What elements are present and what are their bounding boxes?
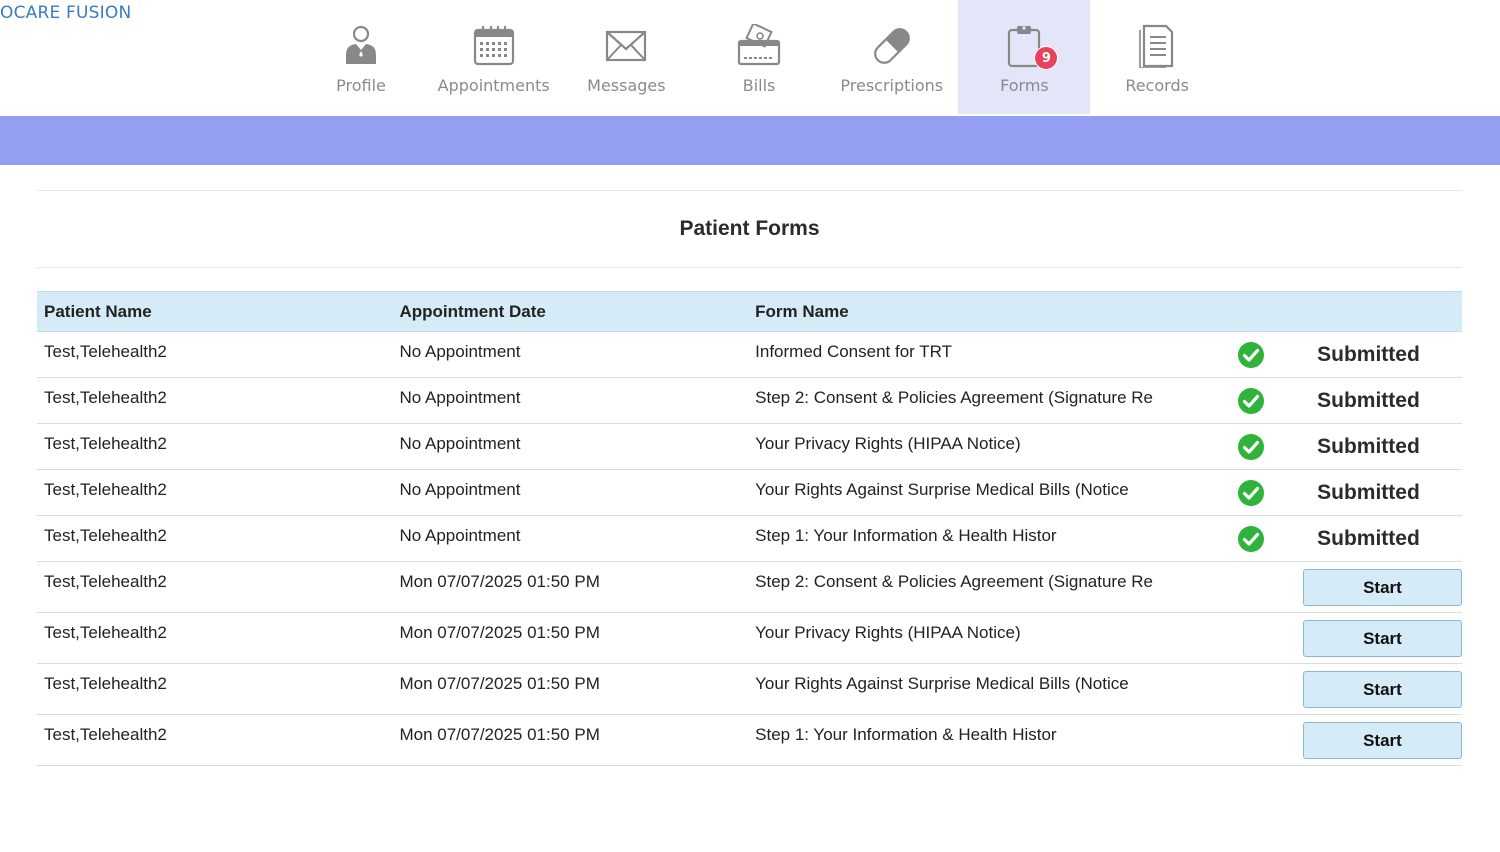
empty-cell xyxy=(1218,562,1268,613)
check-cell xyxy=(1218,516,1268,562)
form-name: Step 2: Consent & Policies Agreement (Signature Re xyxy=(755,388,1153,407)
action-cell xyxy=(1268,715,1462,766)
table-row xyxy=(37,715,1462,766)
table-header-row xyxy=(37,292,1462,332)
document-icon xyxy=(1134,24,1180,68)
appointment-date-cell xyxy=(392,715,748,766)
status-cell xyxy=(1268,470,1462,516)
action-cell xyxy=(1268,664,1462,715)
header-status-icon xyxy=(1218,292,1268,332)
patient-name: Test,Telehealth2 xyxy=(44,388,167,407)
page-title: Patient Forms xyxy=(679,217,820,240)
status-submitted: Submitted xyxy=(1317,389,1420,412)
nav-label-profile: Profile xyxy=(336,76,386,95)
brand-logo-text[interactable]: OCARE FUSION xyxy=(0,3,132,23)
nav-label-records: Records xyxy=(1125,76,1189,95)
patient-name: Test,Telehealth2 xyxy=(44,480,167,499)
nav-label-forms: Forms xyxy=(1000,76,1049,95)
patient-name: Test,Telehealth2 xyxy=(44,674,167,693)
form-name: Informed Consent for TRT xyxy=(755,342,952,361)
appointment-date-cell xyxy=(392,664,748,715)
status-cell xyxy=(1268,516,1462,562)
appointment-date-cell xyxy=(392,613,748,664)
appointment-date: No Appointment xyxy=(399,526,521,545)
check-cell xyxy=(1218,332,1268,378)
calendar-icon xyxy=(471,24,517,68)
patient-name-cell xyxy=(37,470,392,516)
form-name: Step 1: Your Information & Health Histor xyxy=(755,526,1057,545)
status-cell xyxy=(1268,378,1462,424)
nav-item-appointments[interactable] xyxy=(428,0,560,114)
appointment-date-cell xyxy=(392,470,748,516)
patient-name-cell xyxy=(37,378,392,424)
appointment-date: No Appointment xyxy=(399,342,521,361)
envelope-icon xyxy=(603,24,649,68)
form-name-cell xyxy=(748,424,1218,470)
nav-item-bills[interactable] xyxy=(693,0,825,114)
header-action xyxy=(1268,292,1462,332)
start-form-button[interactable]: Start xyxy=(1303,671,1462,708)
form-name: Your Rights Against Surprise Medical Bills (Notice xyxy=(755,674,1129,693)
patient-name: Test,Telehealth2 xyxy=(44,725,167,744)
form-name-cell xyxy=(748,332,1218,378)
nav-item-prescriptions[interactable] xyxy=(826,0,958,114)
patient-name-cell xyxy=(37,664,392,715)
patient-name-cell xyxy=(37,332,392,378)
wallet-icon xyxy=(736,24,782,68)
start-form-button[interactable]: Start xyxy=(1303,722,1462,759)
form-name-cell xyxy=(748,470,1218,516)
appointment-date: No Appointment xyxy=(399,434,521,453)
title-section xyxy=(37,190,1462,268)
table-row xyxy=(37,562,1462,613)
form-name-cell xyxy=(748,664,1218,715)
header-appointment-date: Appointment Date xyxy=(392,292,748,332)
patient-name: Test,Telehealth2 xyxy=(44,572,167,591)
status-submitted: Submitted xyxy=(1317,435,1420,458)
form-name: Your Privacy Rights (HIPAA Notice) xyxy=(755,623,1021,642)
status-submitted: Submitted xyxy=(1317,481,1420,504)
form-name: Step 2: Consent & Policies Agreement (Signature Re xyxy=(755,572,1153,591)
start-form-button[interactable]: Start xyxy=(1303,569,1462,606)
table-row xyxy=(37,664,1462,715)
appointment-date: No Appointment xyxy=(399,388,521,407)
header-patient-name: Patient Name xyxy=(37,292,392,332)
nav-item-forms[interactable] xyxy=(958,0,1090,114)
person-icon xyxy=(338,24,384,68)
check-cell xyxy=(1218,378,1268,424)
check-circle-icon xyxy=(1237,479,1265,507)
check-cell xyxy=(1218,424,1268,470)
check-circle-icon xyxy=(1237,525,1265,553)
nav-label-prescriptions: Prescriptions xyxy=(840,76,944,95)
form-name-cell xyxy=(748,715,1218,766)
form-name: Your Privacy Rights (HIPAA Notice) xyxy=(755,434,1021,453)
empty-cell xyxy=(1218,613,1268,664)
status-cell xyxy=(1268,424,1462,470)
table-row xyxy=(37,332,1462,378)
nav-item-messages[interactable] xyxy=(560,0,692,114)
form-name: Step 1: Your Information & Health Histor xyxy=(755,725,1057,744)
check-circle-icon xyxy=(1237,387,1265,415)
table-row xyxy=(37,424,1462,470)
form-name-cell xyxy=(748,613,1218,664)
patient-name: Test,Telehealth2 xyxy=(44,434,167,453)
form-name-cell xyxy=(748,378,1218,424)
appointment-date-cell xyxy=(392,562,748,613)
patient-name: Test,Telehealth2 xyxy=(44,623,167,642)
status-cell xyxy=(1268,332,1462,378)
forms-table xyxy=(37,291,1462,766)
form-name-cell xyxy=(748,516,1218,562)
empty-cell xyxy=(1218,664,1268,715)
header-band xyxy=(0,116,1500,165)
nav-label-messages: Messages xyxy=(587,76,666,95)
appointment-date: Mon 07/07/2025 01:50 PM xyxy=(399,674,600,693)
status-submitted: Submitted xyxy=(1317,343,1420,366)
start-form-button[interactable]: Start xyxy=(1303,620,1462,657)
appointment-date: Mon 07/07/2025 01:50 PM xyxy=(399,725,600,744)
check-circle-icon xyxy=(1237,433,1265,461)
appointment-date: Mon 07/07/2025 01:50 PM xyxy=(399,623,600,642)
header-form-name: Form Name xyxy=(748,292,1218,332)
patient-name-cell xyxy=(37,562,392,613)
patient-name-cell xyxy=(37,613,392,664)
action-cell xyxy=(1268,613,1462,664)
table-row xyxy=(37,516,1462,562)
nav-item-profile[interactable] xyxy=(295,0,427,114)
empty-cell xyxy=(1218,715,1268,766)
patient-name: Test,Telehealth2 xyxy=(44,526,167,545)
check-cell xyxy=(1218,470,1268,516)
action-cell xyxy=(1268,562,1462,613)
appointment-date-cell xyxy=(392,332,748,378)
check-circle-icon xyxy=(1237,341,1265,369)
patient-name-cell xyxy=(37,715,392,766)
appointment-date-cell xyxy=(392,424,748,470)
forms-count-badge: 9 xyxy=(1034,46,1058,70)
table-row xyxy=(37,378,1462,424)
form-name-cell xyxy=(748,562,1218,613)
form-name: Your Rights Against Surprise Medical Bills (Notice xyxy=(755,480,1129,499)
nav-label-bills: Bills xyxy=(742,76,776,95)
patient-name: Test,Telehealth2 xyxy=(44,342,167,361)
nav-label-appointments: Appointments xyxy=(437,76,550,95)
main-nav xyxy=(295,0,1224,116)
pill-icon xyxy=(869,24,915,68)
patient-name-cell xyxy=(37,424,392,470)
table-row xyxy=(37,613,1462,664)
status-submitted: Submitted xyxy=(1317,527,1420,550)
appointment-date-cell xyxy=(392,516,748,562)
appointment-date-cell xyxy=(392,378,748,424)
appointment-date: No Appointment xyxy=(399,480,521,499)
appointment-date: Mon 07/07/2025 01:50 PM xyxy=(399,572,600,591)
patient-name-cell xyxy=(37,516,392,562)
nav-item-records[interactable] xyxy=(1091,0,1223,114)
table-row xyxy=(37,470,1462,516)
